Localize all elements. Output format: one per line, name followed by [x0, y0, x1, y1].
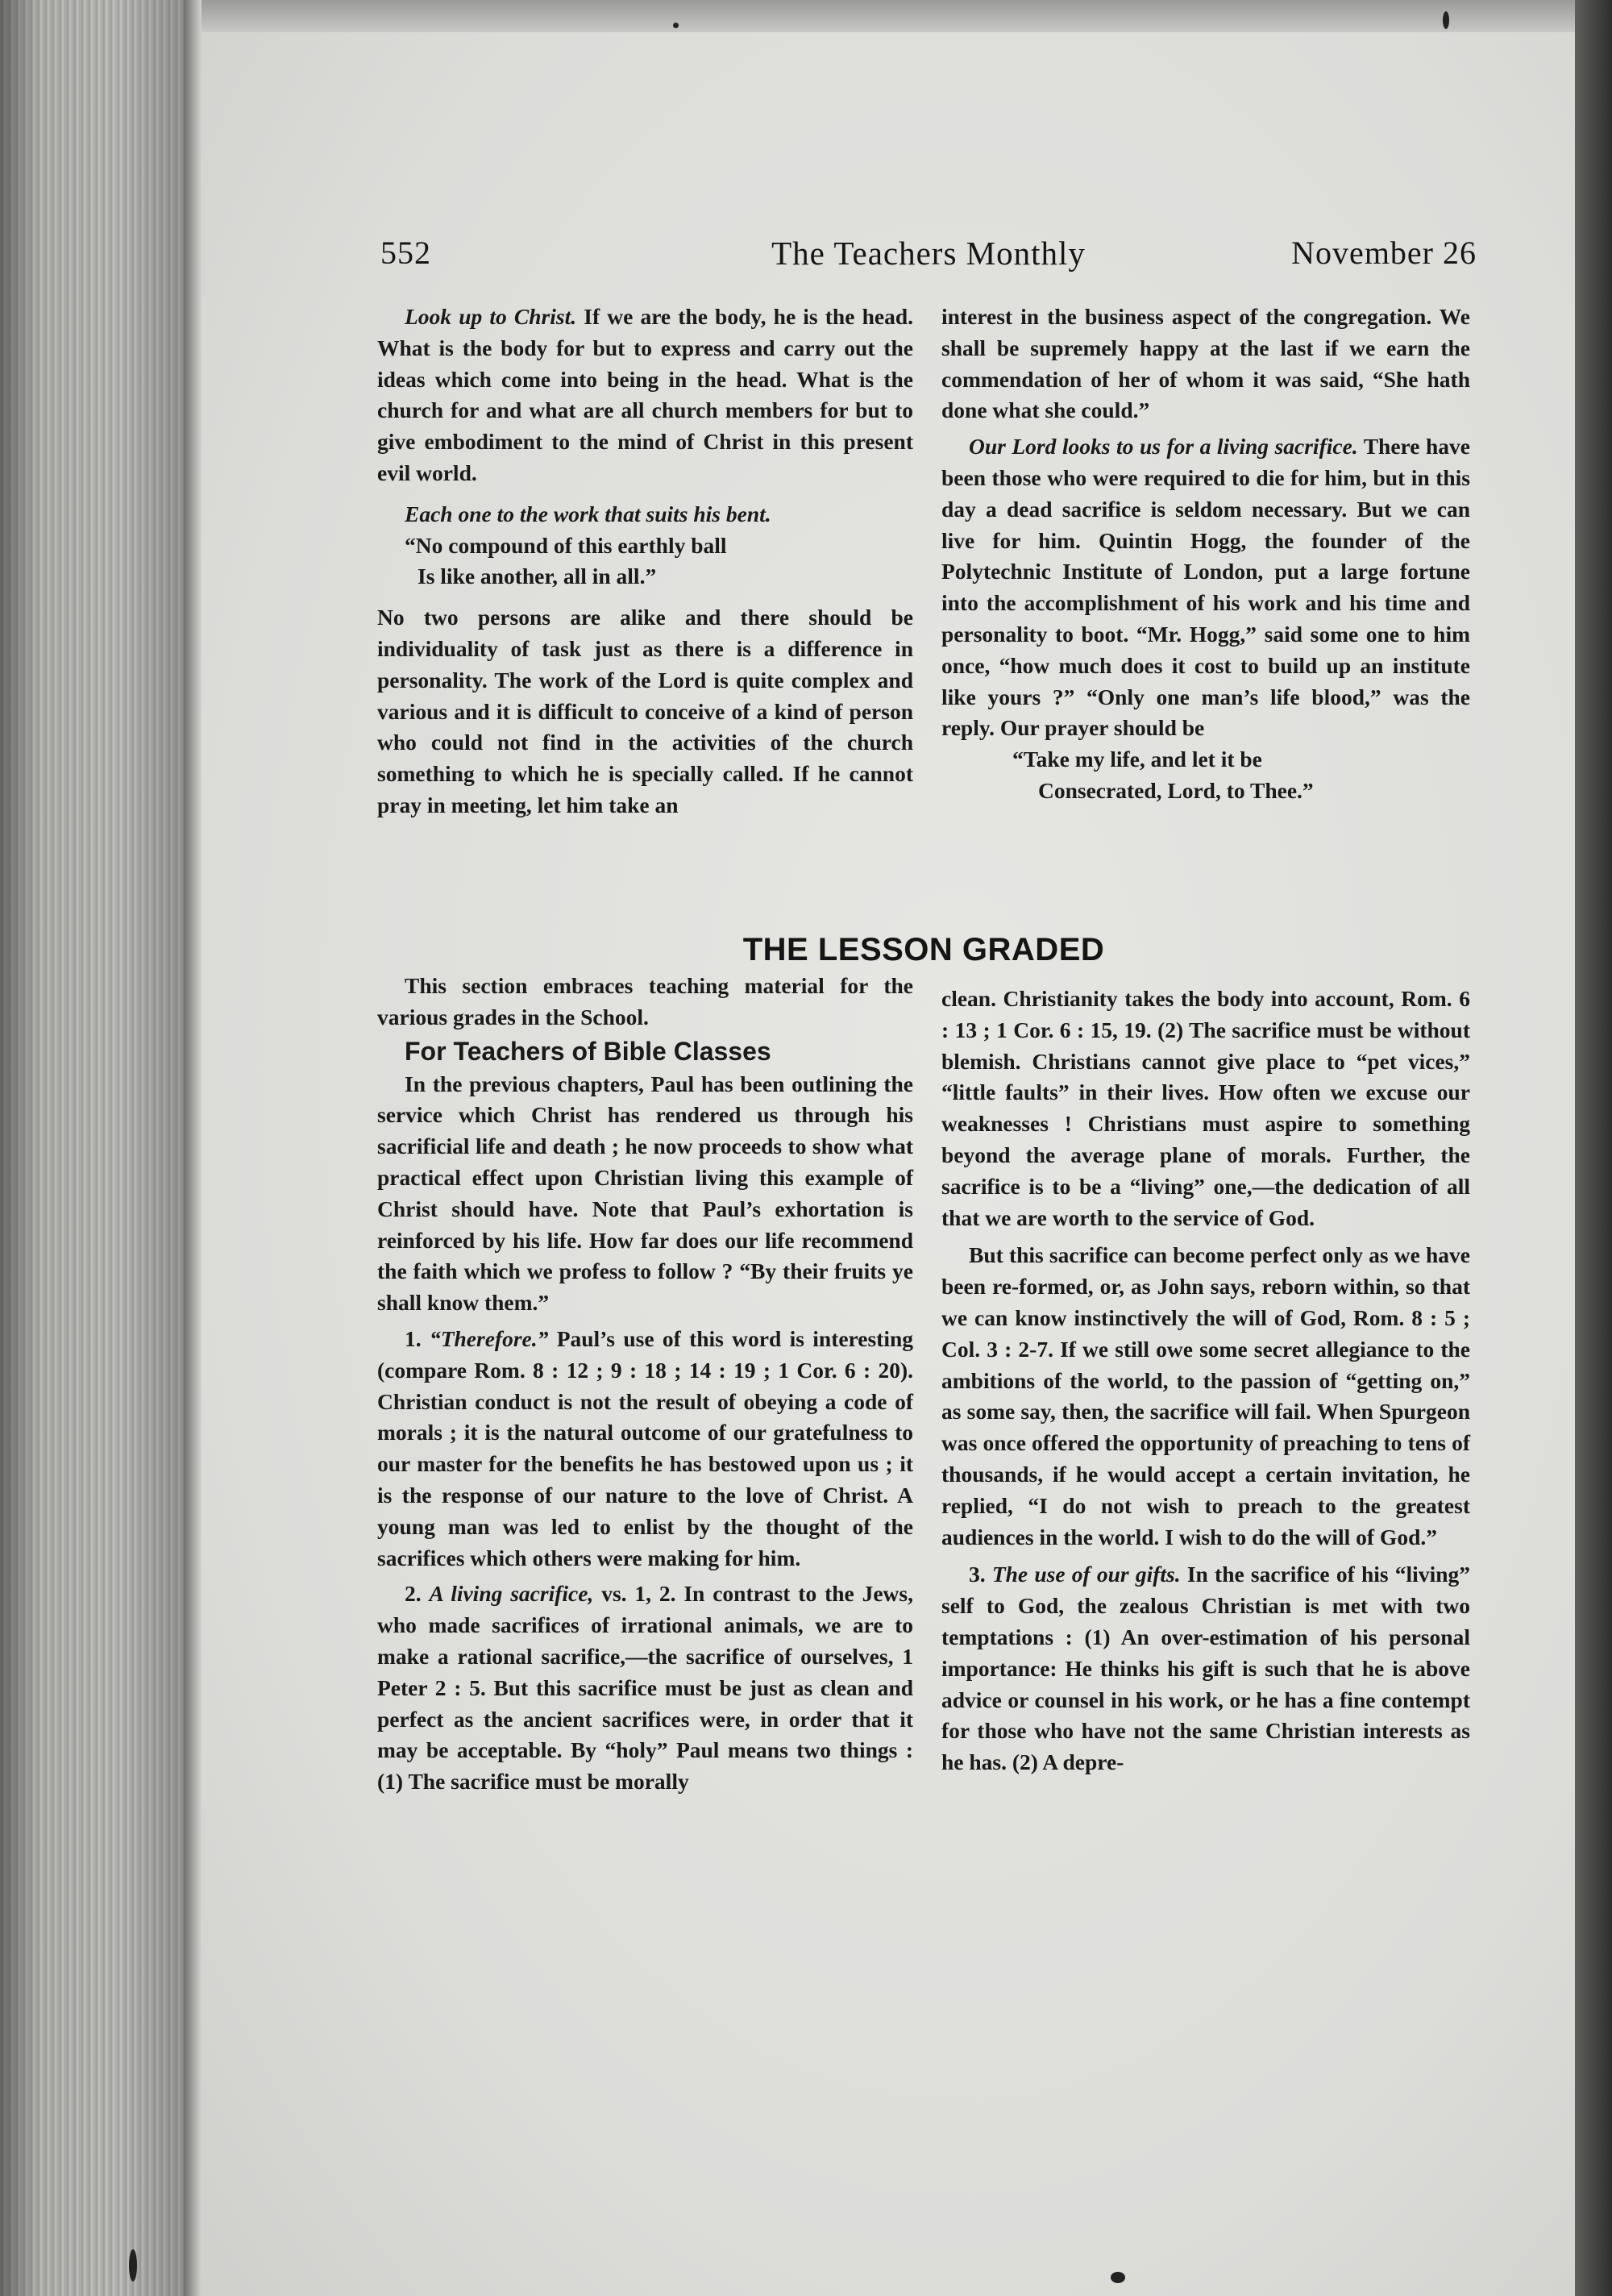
header-date: November 26	[1291, 235, 1477, 271]
paragraph	[941, 1559, 1470, 1778]
paragraph-lead: Our Lord looks to us for a living sacrifice.	[969, 434, 1358, 460]
verse-line: “Take my life, and let it be	[1012, 747, 1262, 772]
column-bottom-left	[377, 971, 913, 1798]
section-heading: THE LESSON GRADED	[742, 932, 1105, 967]
paragraph: In the previous chapters, Paul has been outlining the service which Christ has rendered us through his sacrificial life and death ; he now proceeds to show what practical effect upon Christian living this example of Christ should have. Note that Paul’s exhortation is reinforced by his life. How far does our life recommend the faith which we profess to follow ? “By their fruits ye shall know them.”	[377, 1071, 913, 1316]
paragraph	[941, 431, 1470, 744]
scan-speck	[1111, 2272, 1125, 2283]
paragraph: clean. Christianity takes the body into account, Rom. 6 : 13 ; 1 Cor. 6 : 15, 19. (2) The sacrifice must be without blemish. Christians cannot give place to “pet vices,” “little faults” in their lives. How often we excuse our weaknesses ! Christians must aspire to something beyond the average plane of morals. Further, the sacrifice is to be a “living” one,—the dedication of all that we are worth to the service of God.	[941, 986, 1470, 1230]
paragraph: No two persons are alike and there should be individuality of task just as there is a difference in personality. The work of the Lord is quite complex and various and it is difficult to conceive of a kind of person who could not find in the activities of the church something to which he is specially called. If he cannot pray in meeting, let him take an	[377, 605, 913, 817]
paragraph-text: vs. 1, 2. In contrast to the Jews, who made sacrifices of irrational animals, we are to make a rational sacrifice,—the sacrifice of ourselves, 1 Peter 2 : 5. But this sacrifice must be just as clean and perfect as the ancient sacrifices were, in order that it may be acceptable. By “holy” Paul means two things : (1) The sacrifice must be morally	[377, 1581, 913, 1795]
paragraph-text: There have been those who were required to die for him, but in this day a dead sacrifice is seldom necessary. But we can live for him. Quintin Hogg, the founder of the Polytechnic Institute of London, put a large fortune into the accomplishment of his work and his time and personality to boot. “Mr. Hogg,” said some one to him once, “how much does it cost to build up an institute like yours ?” “Only one man’s life blood,” was the reply. Our prayer should be	[941, 434, 1470, 741]
page-top-margin	[200, 0, 1575, 32]
publication-title: The Teachers Monthly	[771, 235, 1086, 272]
column-top-right	[941, 302, 1470, 807]
book-edge-shadow	[0, 0, 197, 2296]
column-bottom-right	[941, 984, 1470, 1778]
verse-line: “No compound of this earthly ball	[405, 532, 727, 558]
subheading: For Teachers of Bible Classes	[405, 1036, 771, 1066]
paragraph-number: 3.	[969, 1562, 986, 1587]
scan-speck	[1443, 11, 1449, 29]
paragraph-lead: A living sacrifice,	[429, 1581, 594, 1607]
paragraph: interest in the business aspect of the congregation. We shall be supremely happy at the last if we earn the commendation of her of whom it was said, “She hath done what she could.”	[941, 304, 1470, 423]
paragraph-lead: Each one to the work that suits his bent.	[405, 501, 771, 526]
paragraph-text: In the sacrifice of his “living” self to God, the zealous Christian is met with two temptations : (1) An over-estimation of his personal importance: He thinks his gift is such that he is above advice or counsel in his work, or he has a fine contempt for those who have not the same Christian interests as he has. (2) A depre-	[941, 1562, 1471, 1775]
paragraph-lead: The use of our gifts.	[991, 1562, 1181, 1587]
paragraph-text: If we are the body, he is the head. What is the body for but to express and carry out the ideas which come into being in the head. What is the church for and what are all church members for but to give embodiment to the mind of Christ in this present evil world.	[377, 304, 913, 485]
scan-speck	[673, 23, 679, 28]
paragraph-text: Paul’s use of this word is interesting (compare Rom. 8 : 12 ; 9 : 18 ; 14 : 19 ; 1 Cor. 6 : 20). Christian conduct is not the result of obeying a code of morals ; it is the natural outcome of our gratefulness to our master for the benefits he has bestowed upon us ; it is the response of our nature to the love of Christ. A young man was led to enlist by the thought of the sacrifices which others were making for him.	[377, 1325, 914, 1570]
intro-paragraph: This section embraces teaching material for the various grades in the School.	[377, 973, 913, 1029]
paragraph: But this sacrifice can become perfect only as we have been re-formed, or, as John says, reborn within, so that we can know instinctively the will of God, Rom. 8 : 5 ; Col. 3 : 2-7. If we still owe some secret allegiance to the ambitions of the world, to the passion of “getting on,” as some say, then, the sacrifice will fail. When Spurgeon was once offered the opportunity of preaching to tens of thousands, if he would accept a certain invitation, he replied, “I do not wish to preach to the greatest audiences in the world. I wish to do the will of God.”	[941, 1242, 1470, 1549]
paragraph-lead: “Therefore.”	[429, 1325, 549, 1351]
paragraph-number: 2.	[405, 1581, 422, 1607]
page-gutter	[184, 0, 202, 2296]
running-header	[380, 227, 1477, 276]
paragraph	[377, 1324, 913, 1574]
verse-line: Is like another, all in all.”	[418, 564, 657, 589]
paragraph-number: 1.	[405, 1325, 422, 1351]
column-top-left	[377, 302, 913, 821]
next-page-edge	[1575, 0, 1612, 2296]
verse-line: Consecrated, Lord, to Thee.”	[1038, 777, 1314, 803]
paragraph	[377, 302, 913, 489]
paragraph	[377, 499, 913, 530]
scan-speck	[129, 2249, 137, 2281]
page-number: 552	[380, 235, 431, 271]
paragraph-lead: Look up to Christ.	[405, 304, 577, 329]
paragraph	[377, 1578, 913, 1798]
